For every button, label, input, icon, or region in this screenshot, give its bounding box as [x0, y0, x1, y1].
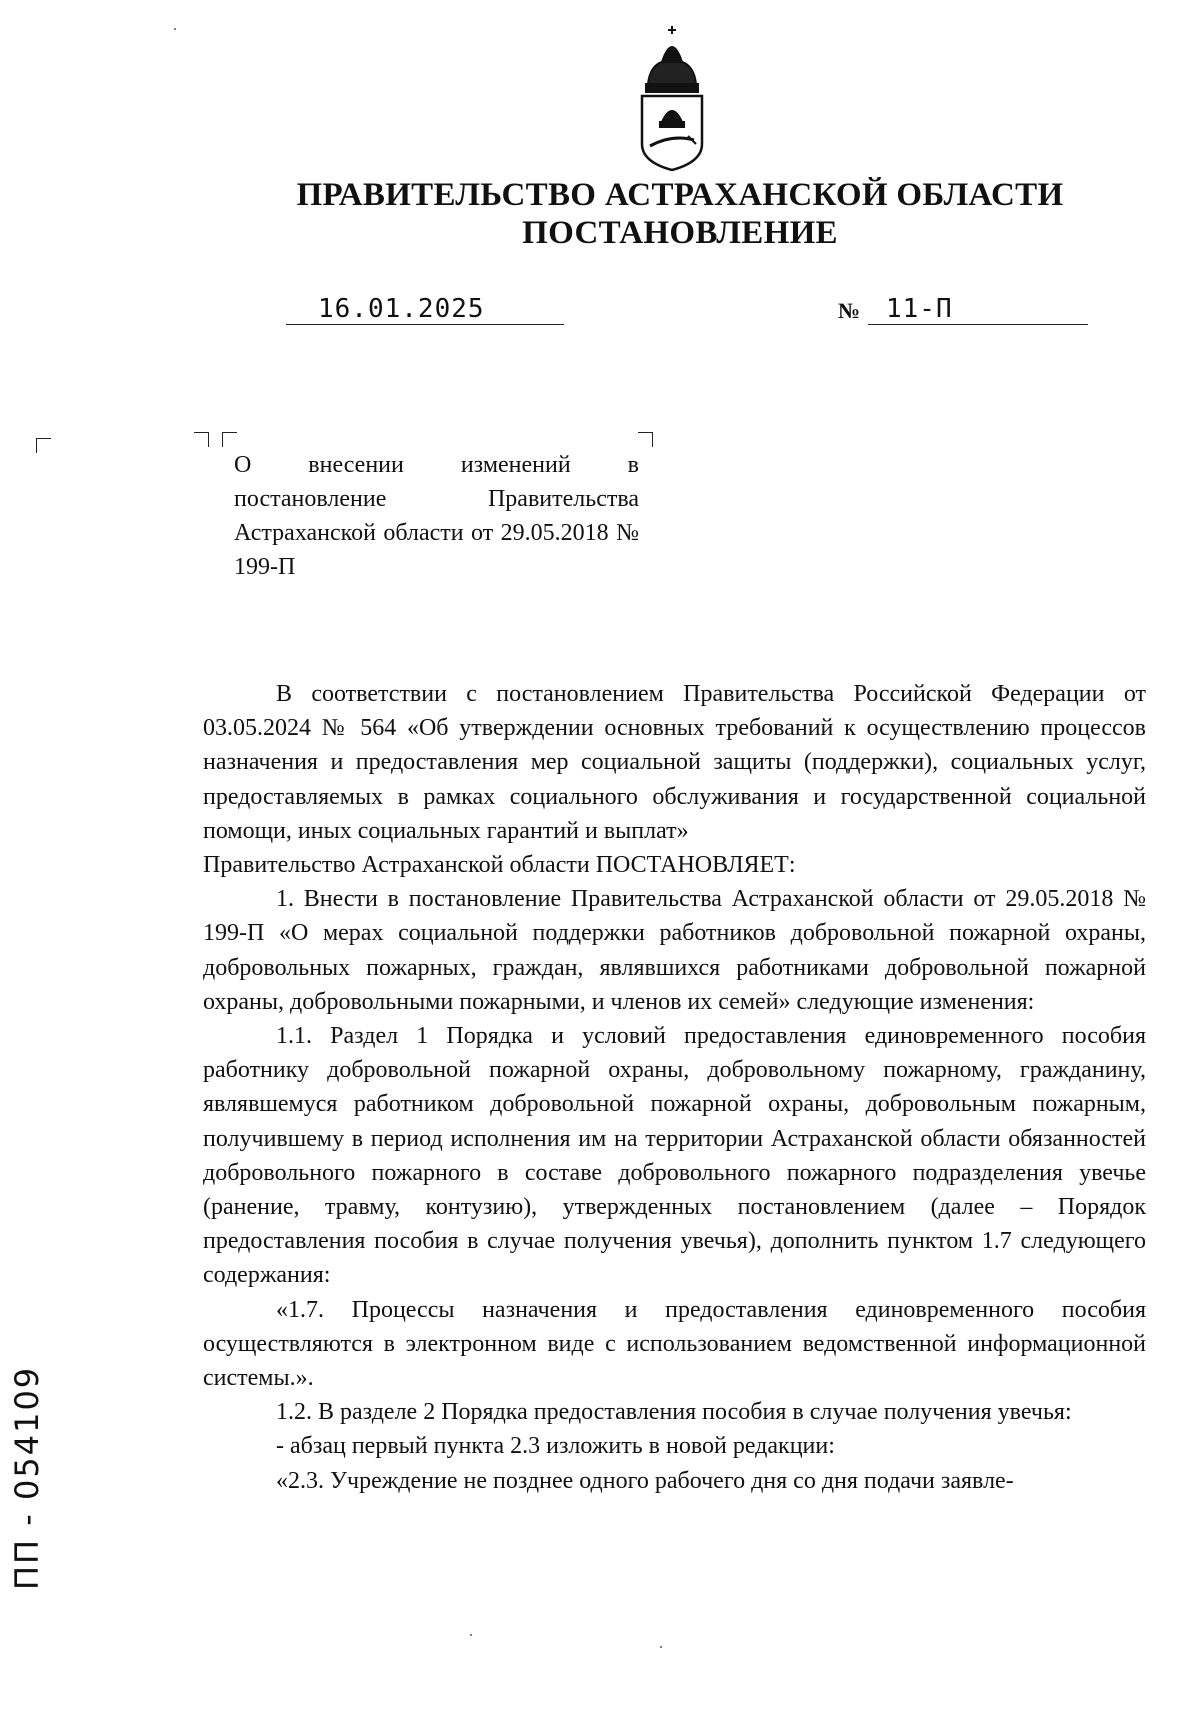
subject-corner-mark	[638, 432, 653, 447]
scan-speck	[660, 1646, 662, 1648]
preamble-paragraph: В соответствии с постановлением Правительства Российской Федерации от 03.05.2024 № 564 «Об утверждении основных требований к осуществлению процессов назначения и предоставления мер социальной защиты (поддержки), социальных услуг, предоставляемых в рамках социального обслуживания и государственной социальной помощи, иных социальных гарантий и выплат»	[203, 681, 1146, 844]
subject-corner-mark	[194, 432, 209, 447]
clause-1-2-paragraph: 1.2. В разделе 2 Порядка предоставления пособия в случае получения увечья:	[276, 1399, 1072, 1426]
scan-speck	[470, 1634, 472, 1636]
side-serial-text: ПП - 054109	[8, 1365, 46, 1590]
coat-of-arms-icon	[632, 22, 712, 174]
clause-2-3-instruction: - абзац первый пункта 2.3 изложить в новой редакции:	[276, 1433, 835, 1460]
number-sign: №	[838, 298, 861, 323]
clause-1-7-quote: «1.7. Процессы назначения и предоставления единовременного пособия осуществляются в электронном виде с использованием ведомственной информационной системы.».	[203, 1296, 1146, 1392]
header-organization: ПРАВИТЕЛЬСТВО АСТРАХАНСКОЙ ОБЛАСТИ	[296, 177, 1064, 213]
document-date: 16.01.2025	[318, 294, 485, 324]
clause-2-3-quote: «2.3. Учреждение не позднее одного рабочего дня со дня подачи заявле-	[276, 1467, 1014, 1494]
document-body	[203, 677, 1146, 1498]
date-underline	[286, 324, 564, 325]
side-serial-number	[8, 1365, 48, 1590]
number-underline	[868, 324, 1088, 325]
clause-1-paragraph: 1. Внести в постановление Правительства Астраханской области от 29.05.2018 № 199-П «О мерах социальной поддержки работников добровольной пожарной охраны, добровольных пожарных, граждан, являвшихся работниками добровольной пожарной охраны, добровольными пожарными, и членов их семей» следующие изменения:	[203, 886, 1146, 1015]
scan-speck	[174, 28, 176, 30]
document-number: 11-П	[886, 294, 953, 324]
margin-corner-mark	[36, 438, 51, 453]
resolution-line: Правительство Астраханской области ПОСТАНОВЛЯЕТ:	[203, 852, 796, 879]
header-document-type: ПОСТАНОВЛЕНИЕ	[522, 215, 838, 251]
document-subject: О внесении изменений в постановление Правительства Астраханской области от 29.05.2018 № 199-П	[234, 452, 639, 580]
subject-corner-mark	[222, 432, 237, 447]
clause-1-1-paragraph: 1.1. Раздел 1 Порядка и условий предоставления единовременного пособия работнику добровольной пожарной охраны, добровольному пожарному, гражданину, являвшемуся работником добровольной пожарной охраны, добровольным пожарным, получившему в период исполнения им на территории Астраханской области обязанностей добровольного пожарного в составе добровольного пожарного подразделения увечье (ранение, травму, контузию), утвержденных постановлением (далее – Порядок предоставления пособия в случае получения увечья), дополнить пунктом 1.7 следующего содержания:	[203, 1023, 1146, 1289]
